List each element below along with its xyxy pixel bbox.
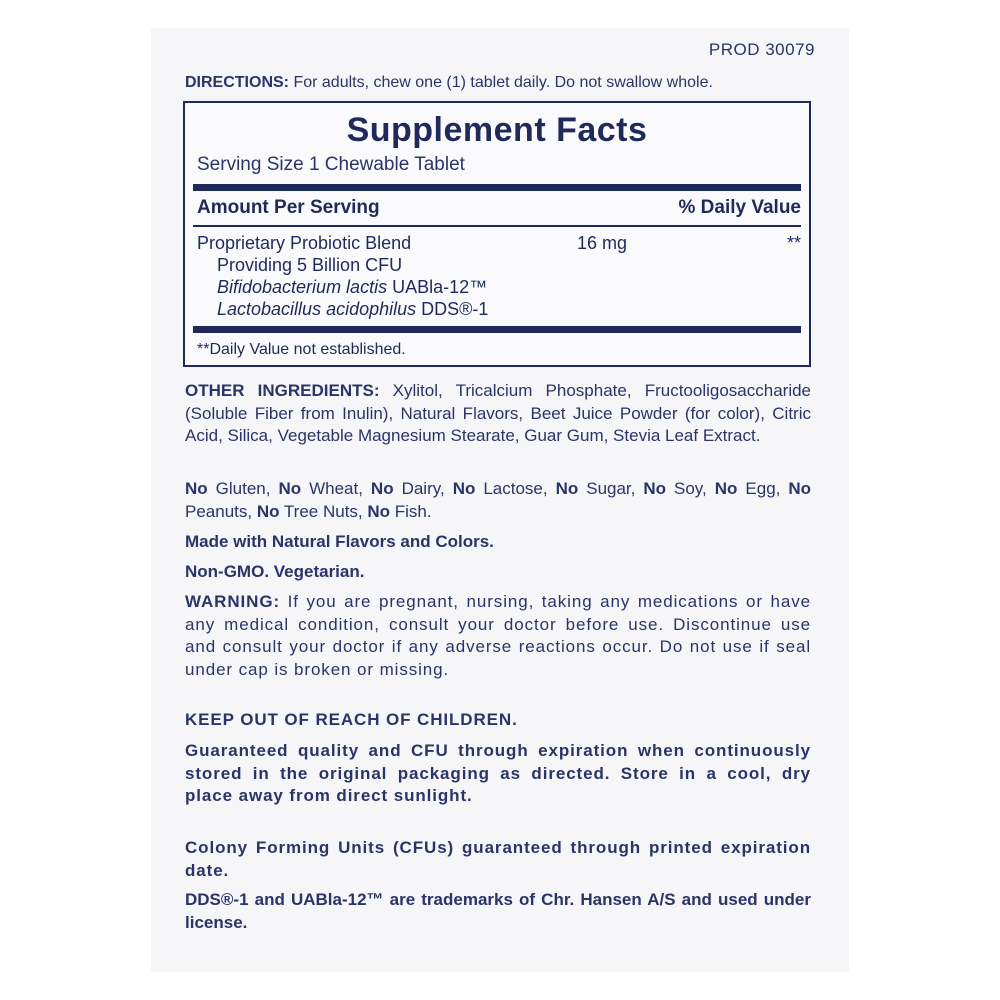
free-from-item: Tree Nuts, [279,501,368,521]
no-label: No [367,501,391,521]
blend-name: Proprietary Probiotic Blend [197,232,412,253]
strain-2-suffix: DDS®-1 [416,298,489,319]
free-from-item: Lactose, [475,479,556,498]
cfu-statement: Colony Forming Units (CFUs) guaranteed through printed expiration date. [185,838,811,880]
daily-value-header: % Daily Value [678,197,801,218]
facts-header-row [197,197,801,219]
supplement-facts-panel [183,101,811,367]
directions-text: For adults, chew one (1) tablet daily. Do not swallow whole. [289,74,713,91]
strain-1 [197,276,801,298]
no-label: No [370,479,394,498]
blend-daily-value: ** [786,232,801,253]
no-label: No [555,479,579,498]
free-from-item: Peanuts, [185,501,257,521]
warning-label: WARNING: [185,592,281,611]
amount-per-serving: Amount Per Serving [197,197,380,218]
serving-size: Serving Size 1 Chewable Tablet [197,154,465,175]
no-label: No [256,501,280,521]
warning [185,591,811,681]
free-from-item: Fish. [390,501,432,521]
natural-flavors-claim: Made with Natural Flavors and Colors. [185,532,494,551]
free-from-item: Sugar, [578,479,644,498]
keep-out-of-reach: KEEP OUT OF REACH OF CHILDREN. [185,710,518,729]
free-from-item: Soy, [666,479,715,498]
directions-label: DIRECTIONS: [185,74,289,91]
non-gmo-claim: Non-GMO. Vegetarian. [185,562,365,581]
no-label: No [788,479,812,498]
no-label: No [643,479,667,498]
trademark-statement: DDS®-1 and UABla-12™ are trademarks of Chr. Hansen A/S and used under license. [185,890,811,932]
daily-value-footnote: **Daily Value not established. [197,340,406,358]
strain-1-suffix: UABla-12™ [387,276,488,297]
no-label: No [185,479,208,498]
blend-amount: 16 mg [577,232,628,253]
product-code: PROD 30079 [708,40,815,59]
no-label: No [714,479,738,498]
other-ingredients-label: OTHER INGREDIENTS: [185,381,380,400]
other-ingredients-text: Xylitol, Tricalcium Phosphate, Fructooligosaccharide (Soluble Fiber from Inulin), Natural Flavors, Beet Juice Powder (for color), Citric Acid, Silica, Vegetable Magnesium Stearate, Guar Gum, Stevia Leaf Extract. [185,381,812,445]
directions [185,74,713,92]
free-from-item: Dairy, [393,479,453,498]
supplement-label [151,28,849,972]
strain-1-name: Bifidobacterium lactis [217,276,388,297]
guarantee-statement: Guaranteed quality and CFU through expiration when continuously stored in the original packaging as directed. Store in a cool, dry place away from direct sunlight. [185,741,811,805]
thick-divider-bottom [193,326,801,333]
facts-title: Supplement Facts [346,111,648,149]
thick-divider [193,184,801,191]
blend-row [197,232,801,320]
free-from-item: Wheat, [301,479,371,498]
other-ingredients [185,380,811,448]
strain-2 [197,298,801,320]
free-from-item: Egg, [737,479,789,498]
no-label: No [452,479,476,498]
strain-2-name: Lactobacillus acidophilus [217,298,417,319]
free-from-list [185,478,811,523]
thin-divider [193,225,801,227]
warning-text: If you are pregnant, nursing, taking any medications or have any medical condition, consult your doctor before use. Discontinue use and consult your doctor if any adverse reactions occur. Do not use if seal under cap is broken or missing. [185,592,811,679]
no-label: No [278,479,302,498]
free-from-item: Gluten, [207,479,279,498]
cfu-line: Providing 5 Billion CFU [217,254,403,275]
